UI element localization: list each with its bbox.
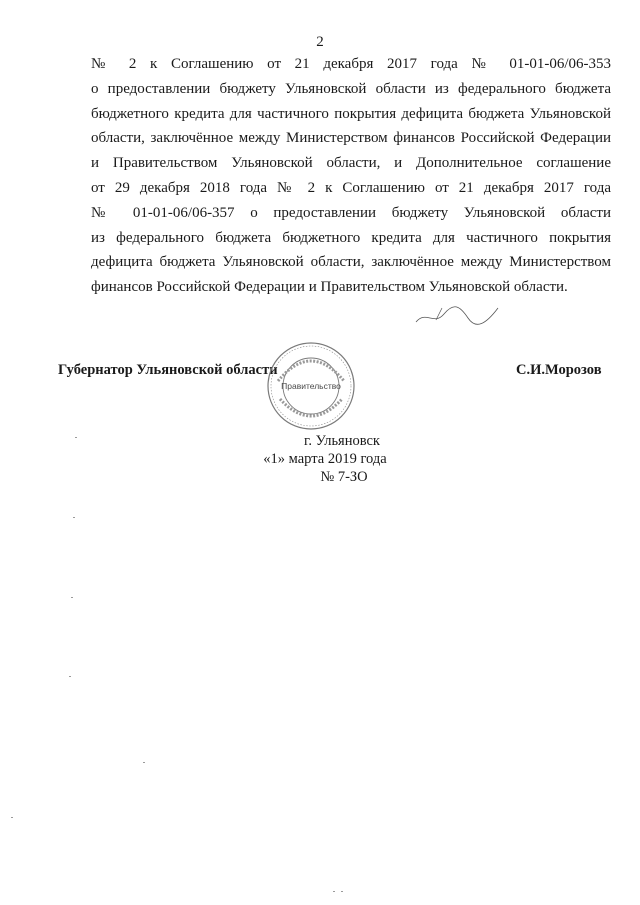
governor-name: С.И.Морозов	[516, 362, 602, 378]
body-line: о предоставлении бюджету Ульяновской области из федерального бюджета	[91, 80, 611, 97]
body-line: из федерального бюджета бюджетного кредита для частичного покрытия	[91, 229, 611, 246]
body-line: № 01-01-06/06-357 о предоставлении бюджету Ульяновской области	[91, 204, 611, 221]
scan-speck	[11, 817, 13, 818]
body-line: бюджетного кредита для частичного покрытия дефицита бюджета Ульяновской	[91, 105, 611, 122]
body-text	[91, 52, 611, 300]
body-line: № 2 к Соглашению от 21 декабря 2017 года № 01-01-06/06-353	[91, 56, 611, 72]
body-line: финансов Российской Федерации и Правительством Ульяновской области.	[91, 279, 568, 296]
city: г. Ульяновск	[304, 433, 380, 449]
scan-speck	[341, 891, 343, 892]
page-number: 2	[316, 34, 324, 50]
body-line: и Правительством Ульяновской области, и Дополнительное соглашение	[91, 155, 611, 172]
scan-speck	[69, 676, 71, 677]
signature-mark	[412, 300, 502, 330]
scan-speck	[75, 437, 77, 438]
official-seal	[266, 341, 356, 431]
scan-speck	[71, 597, 73, 598]
scan-speck	[333, 891, 335, 892]
place-date-block	[0, 432, 640, 486]
body-line: дефицита бюджета Ульяновской области, заключённое между Министерством	[91, 254, 611, 271]
law-date: «1» марта 2019 года	[263, 451, 387, 467]
scan-speck	[73, 517, 75, 518]
law-number: № 7-ЗО	[320, 469, 368, 485]
governor-title: Губернатор Ульяновской области	[58, 362, 278, 378]
body-line: от 29 декабря 2018 года № 2 к Соглашению от 21 декабря 2017 года	[91, 179, 611, 196]
body-line: области, заключённое между Министерством финансов Российской Федерации	[91, 130, 611, 147]
scan-speck	[143, 762, 145, 763]
seal-center-text: Правительство	[281, 381, 341, 391]
